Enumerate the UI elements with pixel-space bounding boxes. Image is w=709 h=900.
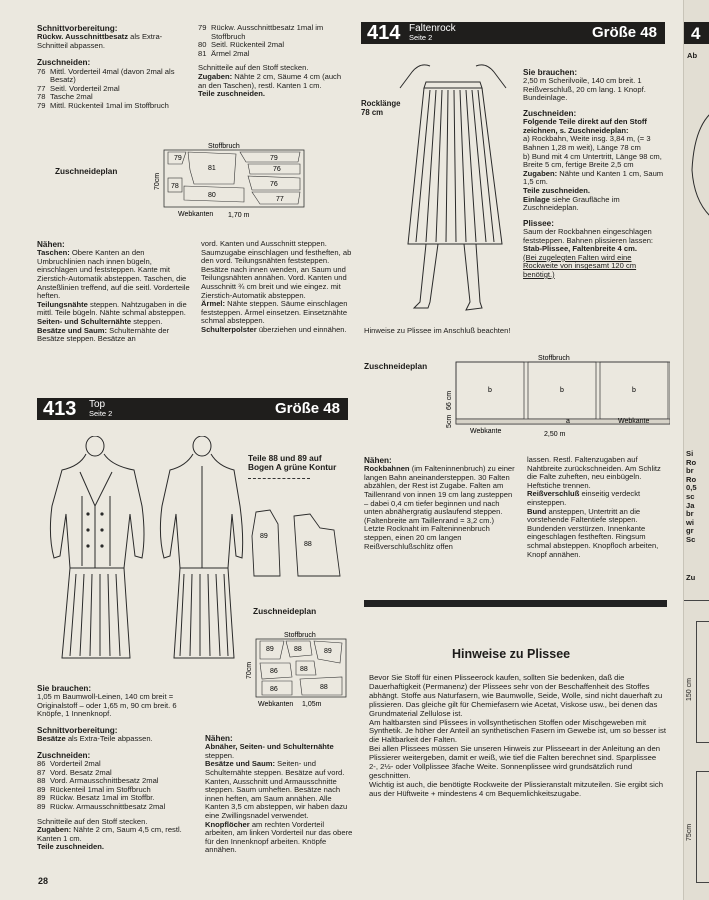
model-413-seite: Seite 2	[89, 409, 113, 418]
instruction-text: vord. Kanten und Ausschnitt steppen. Saumzugabe einschlagen und festheften, ab den vord. Teilungsnähten feststeppen. Besätze nach innen wenden, an Saum und Teilungsnähten annähen. Vord. Kanten und Ausschnitt ¾ cm breit und wie eingez. mit Zierstich-Automatik absteppen.	[201, 239, 352, 300]
instruction-bold: Abnäher, Seiten- und Schulternähte	[205, 742, 334, 752]
instruction-bold: Knopflöcher	[205, 819, 250, 829]
diag414-width: 2,50 m	[544, 431, 566, 438]
cut-list-item	[37, 68, 187, 85]
instruction-paragraph	[201, 326, 353, 335]
model-414-number: 414	[367, 22, 401, 44]
hinweise-text	[369, 674, 667, 799]
model-413-title: Top	[89, 399, 106, 410]
item-text: Rückw. Armausschnittbesatz 2mal	[50, 801, 166, 811]
414-plissee-heading: Plissee:	[523, 218, 554, 228]
instruction-paragraph	[201, 300, 353, 326]
cutting-diagram-1	[148, 140, 308, 222]
413-left-text	[37, 684, 195, 852]
cut-list-item	[198, 24, 348, 41]
edge-illustration	[684, 110, 709, 220]
diag1-piece: 78	[171, 183, 179, 190]
instruction-bold: Seiten- und Schulternähte	[37, 316, 132, 326]
item-text: Mittl. Rückenteil 1mal im Stoffbruch	[50, 100, 169, 110]
prep-rest: als Extra-Schnitteil abpassen.	[37, 32, 163, 50]
instruction-bold: Rockbahnen	[364, 464, 410, 474]
cut-list-item	[37, 803, 195, 812]
diag413-webkanten: Webkanten	[258, 701, 294, 708]
414-zugaben-text: Nähte und Kanten 1 cm, Saum 1,5 cm.	[523, 168, 664, 187]
414-need-text: 2,50 m Scherilvoile, 140 cm breit. 1 Reißverschluß, 20 cm lang. 1 Knopf. Bundeinlage.	[523, 76, 646, 103]
item-text: Ärmel 2mal	[211, 48, 250, 58]
sketch-piece-89: 89	[260, 533, 268, 540]
diag413-piece: 88	[320, 684, 328, 691]
zuschneideplan-label-414: Zuschneideplan	[364, 361, 428, 371]
zuschneideplan-label-1: Zuschneideplan	[55, 167, 118, 176]
model-413-size: Größe 48	[274, 400, 340, 417]
rocklaenge-label: Rocklänge	[361, 99, 401, 108]
edge-frag: sc	[686, 491, 695, 501]
item-number: 80	[198, 40, 207, 50]
next-page-edge	[683, 0, 709, 900]
naehen-left-col2	[201, 240, 353, 335]
413-cut-heading: Zuschneiden:	[37, 750, 91, 760]
col2-zugaben-text: Nähte 2 cm, Säume 4 cm (auch an den Taschen), restl. Kanten 1 cm.	[198, 71, 342, 90]
diag1-piece: 77	[276, 196, 284, 203]
414-einlage-text: siehe Graufläche im Zuschneideplan.	[523, 194, 620, 213]
instruction-text: lassen. Restl. Faltenzugaben auf Nahtbreite zurückschneiden. Am Schlitz die Falte zuheften, neu einbügeln. Heftstiche trennen.	[527, 455, 661, 490]
diag413-piece: 86	[270, 668, 278, 675]
instruction-text: Schulternähte der Besätze steppen. Besätze an	[37, 325, 170, 344]
instruction-paragraph	[364, 465, 516, 551]
hinweise-paragraph: Am haltbarsten sind Plissees in vollsynthetischen Stoffen oder Mischgeweben mit Synthetik. Je höher der Anteil an synthetischen Fasern im Gewebe ist, um so besser ist die Haltbarkeit der Falten.	[369, 717, 666, 745]
diag413-height: 70cm	[246, 661, 253, 679]
edge-rect-2	[696, 771, 709, 883]
414-naehen-col2	[527, 456, 669, 559]
413-prep-rest: als Extra-Teile abpassen.	[65, 734, 153, 744]
item-text: Tasche 2mal	[50, 92, 93, 102]
hinweise-title: Hinweise zu Plissee	[452, 647, 571, 661]
model-414-seite: Seite 2	[409, 33, 433, 42]
item-number: 76	[37, 66, 46, 76]
item-number: 79	[37, 100, 46, 110]
model-413-number: 413	[43, 398, 77, 420]
414-plissee-bold: Stab-Plissee, Faltenbreite 4 cm.	[523, 244, 637, 254]
item-number: 77	[37, 83, 46, 93]
instruction-text: ansteppen, Untertritt an die vorstehende Faltentiefe steppen. Bundenden verstürzen. Innenkante eingeschlagen festheften. Ringsum schmal absteppen. Knopfloch arbeiten, Knopf annähen.	[527, 506, 659, 559]
diag413-piece: 88	[300, 666, 308, 673]
zuschneideplan-label-413: Zuschneideplan	[253, 606, 317, 616]
item-number: 89	[37, 801, 46, 811]
item-text: Seitl. Rückenteil 2mal	[211, 40, 285, 50]
diag1-piece: 79	[270, 155, 278, 162]
instruction-paragraph	[37, 301, 190, 318]
diag414-webkante: Webkante	[470, 428, 502, 435]
diag1-piece: 80	[208, 192, 216, 199]
cut-list-item	[37, 102, 187, 111]
diag1-piece: 76	[270, 181, 278, 188]
edge-frag: Ro	[686, 457, 697, 467]
edge-dim-2: 75cm	[686, 823, 693, 841]
diag413-piece: 86	[270, 686, 278, 693]
teile-note	[248, 454, 348, 479]
section-divider	[364, 600, 667, 607]
414-plissee-text: Saum der Rockbahnen eingeschlagen feststeppen. Bahnen plissieren lassen:	[523, 226, 654, 245]
hinweise-paragraph: Bevor Sie Stoff für einen Plisseerock kaufen, sollten Sie bedenken, daß die Dauerhaftigkeit (Permanenz) der Plissees sehr von der Beschaffenheit des Stoffes abhängt. Stoffe aus Naturfasern, wie Baumwolle, Seide, Wolle, sind nicht dauerhaft zu plissieren. Das gleiche gilt für Chemiefasern wie Acetat, Viskose usw., bei denen das Grundmaterial Zellulose ist.	[369, 673, 663, 718]
instruction-paragraph	[205, 743, 355, 760]
414-naehen-heading: Nähen:	[364, 456, 392, 465]
instruction-paragraph	[527, 490, 669, 507]
grüne-kontur-icon	[248, 475, 310, 479]
414-hinweis: Hinweise zu Plissee im Anschluß beachten!	[364, 326, 511, 335]
edge-frag: Ab	[687, 51, 698, 60]
instruction-text: Seiten- und Schulternähte steppen. Besätze auf vord. Kanten, Ausschnitt und Armausschnitte steppen. Saum umheften. Besätze nach innen heften, am Saum annähen. Alle Kanten 3,5 cm absteppen, wir haben dazu eine Zwillingsnadel verwendet.	[205, 759, 348, 820]
instruction-paragraph	[527, 508, 669, 560]
naehen-heading: Nähen:	[37, 240, 65, 249]
instruction-bold: Schulterpolster	[201, 324, 257, 334]
instruction-text: überziehen und einnähen.	[256, 324, 347, 334]
instruction-paragraph	[37, 249, 190, 301]
naehen-left-col1	[37, 240, 190, 344]
diag414-piece: a	[566, 418, 570, 425]
item-number: 89	[37, 784, 46, 794]
413-zugaben-text: Nähte 2 cm, Saum 4,5 cm, restl. Kanten 1 cm.	[37, 825, 182, 843]
item-number: 89	[37, 793, 46, 803]
edge-frag: Zu	[686, 573, 696, 582]
cutting-diagram-413	[240, 629, 350, 711]
edge-frag: 0,5	[686, 483, 697, 493]
hinweise-paragraph: Bei allen Plissees müssen Sie unseren Hinweis zur Plisseeart in der Anleitung an den Plissierer weitergeben, damit er weiß, wie tief die Falten berechnet sind. Sparplissee 2-, 2½- oder Vollplissee 3fache Weite. Sonnenplissee wird grundsätzlich rund geschnitten.	[369, 744, 661, 780]
diag413-piece: 89	[266, 646, 274, 653]
edge-frag: br	[686, 466, 694, 476]
413-need-heading: Sie brauchen:	[37, 684, 92, 693]
413-prep-heading: Schnittvorbereitung:	[37, 725, 118, 735]
414-einlage-label: Einlage	[523, 194, 551, 204]
414-naehen-col1	[364, 456, 516, 551]
diag414-webkante-2: Webkante	[618, 418, 650, 425]
model-414-title: Faltenrock	[409, 23, 456, 34]
instruction-paragraph	[37, 327, 190, 344]
diag413-stoffbruch: Stoffbruch	[284, 632, 316, 639]
cutting-diagram-414	[440, 352, 670, 442]
model-414-size: Größe 48	[591, 24, 657, 41]
sketch-piece-88: 88	[304, 541, 312, 548]
414-cut-b: b) Bund mit 4 cm Untertritt, Länge 98 cm, Breite 5 cm, fertige Breite 2,5 cm	[523, 151, 662, 170]
instruction-text: Obere Kanten an den Umbruchlinien nach innen bügeln, einschlagen und feststeppen. Kante mit Zierstich-Automatik absteppen. Taschen, die Ansteßlinien treffend, auf die seitl. Vorderteile heften.	[37, 248, 190, 301]
col2-stick: Schnitteile auf den Stoff stecken.	[198, 63, 309, 73]
item-number: 86	[37, 758, 46, 768]
instruction-bold: Teilungsnähte	[37, 299, 88, 309]
instruction-text: einseitig verdeckt einsteppen.	[527, 489, 641, 507]
diag414-height: 66 cm	[446, 390, 453, 410]
diag414-piece: b	[560, 387, 564, 394]
instruction-bold: Reißverschluß	[527, 489, 580, 499]
cut-list-item	[198, 50, 348, 59]
item-text: Rückenteil 1mal im Stoffbruch	[50, 784, 151, 794]
413-naehen-heading: Nähen:	[205, 734, 233, 743]
diag414-stoffbruch: Stoffbruch	[538, 355, 570, 362]
instruction-bold: Taschen:	[37, 248, 70, 258]
instruction-bold: Besätze und Saum:	[37, 325, 108, 335]
diag414-height-2: 5cm	[446, 414, 453, 428]
item-number: 81	[198, 48, 207, 58]
413-prep-bold: Besätze	[37, 734, 66, 744]
414-cut-a: a) Rockbahn, Weite insg. 3,84 m, (= 3 Bahnen 1,28 m weit), Länge 78 cm	[523, 134, 651, 152]
edge-dim-1: 150 cm	[686, 678, 693, 701]
instruction-text: am rechten Vorderteil arbeiten, am linken Vorderteil nur das obere für den Innenknopf arbeiten. Knöpfe annähen.	[205, 819, 353, 855]
item-text: Rückw. Ausschnittbesatz 1mal im Stoffbruch	[211, 23, 324, 41]
instruction-text: steppen.	[131, 316, 163, 326]
instruction-bold: Bund	[527, 506, 547, 516]
414-need-heading: Sie brauchen:	[523, 68, 578, 77]
model-413-header	[37, 398, 348, 420]
instruction-text: Nähte steppen. Säume einschlagen feststeppen. Ärmel einsetzen. Einsetznähte schmal absteppen.	[201, 299, 348, 326]
instruction-paragraph	[527, 456, 669, 490]
diag413-piece: 89	[324, 648, 332, 655]
col2-teile: Teile zuschneiden.	[198, 89, 265, 99]
rocklaenge-value: 78 cm	[361, 107, 384, 117]
hinweise-paragraph: Wichtig ist auch, die benötigte Rockweite der Plissieranstalt mitzuteilen. Sie ergibt sich aus der Hüftweite + mindestens 4 cm Bequemlichkeitszugabe.	[369, 779, 663, 798]
edge-frag: Ja	[686, 500, 695, 510]
model-414-header	[361, 22, 665, 44]
prep-heading: Schnittvorbereitung:	[37, 24, 118, 33]
diag1-webkanten: Webkanten	[178, 211, 214, 218]
cut-list-2	[198, 24, 348, 58]
413-naehen	[205, 734, 355, 855]
edge-frag: gr	[686, 526, 694, 536]
pattern-pieces-sketch	[248, 506, 348, 582]
col2-zugaben-label: Zugaben:	[198, 71, 233, 81]
413-teile: Teile zuschneiden.	[37, 842, 104, 852]
prep-bold: Rückw. Ausschnittbesatz	[37, 32, 129, 42]
414-cut-sub: Folgende Teile direkt auf den Stoff zeichnen, s. Zuschneideplan:	[523, 117, 647, 135]
instruction-paragraph	[205, 821, 355, 855]
page-number: 28	[38, 876, 49, 886]
instruction-bold: Besätze und Saum:	[205, 759, 276, 769]
instruction-text: steppen.	[205, 750, 235, 760]
diag413-piece: 88	[294, 646, 302, 653]
prep-section	[37, 24, 187, 111]
diag1-piece: 81	[208, 165, 216, 172]
diag414-piece: b	[632, 387, 636, 394]
413-need-text: 1,05 m Baumwoll-Leinen, 140 cm breit = Originalstoff – oder 1,65 m, 90 cm breit. 6 Knöpfe, 1 Innenknopf.	[37, 692, 177, 719]
414-cut-heading: Zuschneiden:	[523, 108, 577, 118]
edge-frag: wi	[686, 517, 695, 527]
instruction-paragraph	[205, 760, 355, 820]
item-text: Vord. Armausschnittbesatz 2mal	[50, 776, 159, 786]
teile-note-text: Teile 88 und 89 auf Bogen A grüne Kontur	[248, 453, 337, 473]
diag413-width: 1,05m	[302, 701, 322, 708]
item-number: 79	[198, 23, 207, 32]
edge-frag: Sc	[686, 534, 696, 544]
edge-frag: Ro	[686, 474, 697, 484]
diag414-piece: b	[488, 387, 492, 394]
edge-diagram	[684, 600, 709, 900]
diag1-height: 70cm	[154, 172, 161, 190]
414-teile: Teile zuschneiden.	[523, 185, 590, 195]
top-illustration	[40, 436, 245, 676]
414-plissee-underlined: (Bei zugelegten Falten wird eine Rockweite von insgesamt 120 cm benötigt.)	[523, 252, 637, 279]
item-text: Seitl. Vorderteil 2mal	[50, 83, 120, 93]
instruction-text: steppen. Nahtzugaben in die mittl. Teile bügeln. Nähte schmal absteppen.	[37, 299, 187, 318]
413-zugaben-label: Zugaben:	[37, 825, 72, 835]
next-page-number: 4	[691, 24, 701, 43]
cut-section-col2	[198, 24, 348, 99]
item-text: Vord. Besatz 2mal	[50, 767, 112, 777]
instruction-text: (im Falteninnenbruch) zu einer langen Bahn aneinandersteppen. 30 Falten abzählen, der Rest ist Zugabe. Falten am Taillenrand von innen 19 cm lang zusteppen – dabei 0,4 cm tiefer beginnen und nach unten abnähergratig auslaufend steppen. (Faltenbreite am Taillenrand = 3,2 cm.) Letzte Rocknaht im Falteninnenbruch steppen, einen 20 cm langen Reißverschlußschlitz offen	[364, 464, 515, 551]
edge-text-block	[686, 450, 709, 545]
414-zugaben-label: Zugaben:	[523, 168, 558, 178]
diag1-stoffbruch: Stoffbruch	[208, 143, 240, 150]
cut-heading: Zuschneiden:	[37, 58, 91, 68]
item-number: 88	[37, 776, 46, 786]
413-cut-list	[37, 760, 195, 812]
edge-rect-1	[696, 621, 709, 743]
diag1-piece: 79	[174, 155, 182, 162]
item-number: 87	[37, 767, 46, 777]
instruction-bold: Ärmel:	[201, 299, 226, 309]
item-number: 78	[37, 92, 46, 102]
413-cut-after: Schnitteile auf den Stoff stecken.	[37, 816, 148, 826]
diag1-width: 1,70 m	[228, 212, 250, 219]
item-text: Mittl. Vorderteil 4mal (davon 2mal als Besatz)	[50, 66, 175, 85]
item-text: Rückw. Besatz 1mal im Stoffbr.	[50, 793, 155, 803]
skirt-illustration	[390, 58, 515, 318]
item-text: Vorderteil 2mal	[50, 758, 101, 768]
cut-list	[37, 68, 187, 111]
414-right-text	[523, 68, 666, 279]
edge-frag: Si	[686, 449, 694, 458]
edge-frag: br	[686, 509, 694, 519]
diag1-piece: 76	[273, 166, 281, 173]
instruction-paragraph	[201, 240, 353, 300]
